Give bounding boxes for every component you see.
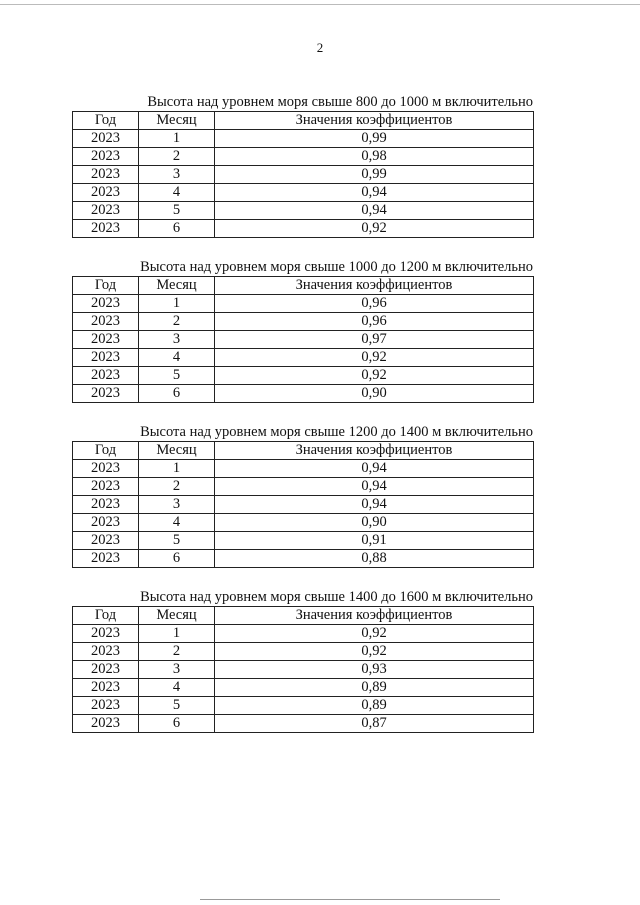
table-row (73, 715, 534, 733)
header-year: Год (73, 112, 139, 130)
cell-month: 4 (139, 349, 215, 367)
table-row (73, 385, 534, 403)
table-row (73, 496, 534, 514)
cell-month: 3 (139, 331, 215, 349)
table-row (73, 478, 534, 496)
header-year: Год (73, 277, 139, 295)
coefficient-table (72, 606, 534, 733)
cell-year: 2023 (73, 643, 139, 661)
altitude-section (72, 424, 533, 568)
cell-year: 2023 (73, 166, 139, 184)
cell-coefficient: 0,89 (215, 679, 534, 697)
page-number: 2 (316, 40, 324, 55)
cell-month: 4 (139, 679, 215, 697)
cell-month: 3 (139, 496, 215, 514)
table-body (73, 295, 534, 403)
altitude-section (72, 259, 533, 403)
table-body (73, 460, 534, 568)
cell-year: 2023 (73, 679, 139, 697)
cell-coefficient: 0,97 (215, 331, 534, 349)
table-row (73, 184, 534, 202)
table-row (73, 679, 534, 697)
cell-month: 6 (139, 715, 215, 733)
cell-year: 2023 (73, 661, 139, 679)
coefficient-table (72, 441, 534, 568)
cell-coefficient: 0,94 (215, 460, 534, 478)
cell-month: 5 (139, 202, 215, 220)
cell-month: 2 (139, 148, 215, 166)
cell-coefficient: 0,92 (215, 349, 534, 367)
cell-coefficient: 0,90 (215, 385, 534, 403)
table-row (73, 625, 534, 643)
cell-coefficient: 0,87 (215, 715, 534, 733)
table-row (73, 202, 534, 220)
cell-month: 6 (139, 385, 215, 403)
cell-month: 5 (139, 367, 215, 385)
table-row (73, 460, 534, 478)
table-row (73, 130, 534, 148)
cell-coefficient: 0,94 (215, 478, 534, 496)
cell-month: 2 (139, 478, 215, 496)
header-coefficient: Значения коэффициентов (215, 112, 534, 130)
cell-year: 2023 (73, 313, 139, 331)
cell-month: 1 (139, 295, 215, 313)
table-row (73, 643, 534, 661)
cell-coefficient: 0,94 (215, 202, 534, 220)
table-row (73, 697, 534, 715)
cell-year: 2023 (73, 697, 139, 715)
cell-month: 2 (139, 643, 215, 661)
table-body (73, 130, 534, 238)
table-row (73, 349, 534, 367)
header-coefficient: Значения коэффициентов (215, 277, 534, 295)
table-row (73, 148, 534, 166)
cell-year: 2023 (73, 550, 139, 568)
cell-month: 4 (139, 184, 215, 202)
cell-year: 2023 (73, 385, 139, 403)
scan-edge-bottom (200, 899, 500, 900)
table-header-row (73, 442, 534, 460)
cell-coefficient: 0,88 (215, 550, 534, 568)
table-row (73, 367, 534, 385)
cell-coefficient: 0,96 (215, 295, 534, 313)
cell-month: 5 (139, 532, 215, 550)
cell-coefficient: 0,94 (215, 496, 534, 514)
table-header-row (73, 277, 534, 295)
header-month: Месяц (139, 442, 215, 460)
cell-month: 6 (139, 550, 215, 568)
cell-coefficient: 0,98 (215, 148, 534, 166)
scan-edge-top (0, 4, 640, 5)
header-coefficient: Значения коэффициентов (215, 607, 534, 625)
cell-month: 1 (139, 130, 215, 148)
cell-year: 2023 (73, 496, 139, 514)
cell-coefficient: 0,94 (215, 184, 534, 202)
cell-year: 2023 (73, 349, 139, 367)
table-header-row (73, 112, 534, 130)
cell-year: 2023 (73, 295, 139, 313)
table-caption: Высота над уровнем моря свыше 1400 до 1600 м включительно (140, 589, 533, 605)
cell-coefficient: 0,92 (215, 220, 534, 238)
cell-coefficient: 0,92 (215, 367, 534, 385)
cell-month: 3 (139, 166, 215, 184)
table-row (73, 313, 534, 331)
cell-year: 2023 (73, 460, 139, 478)
table-row (73, 331, 534, 349)
coefficient-table (72, 111, 534, 238)
cell-year: 2023 (73, 331, 139, 349)
cell-coefficient: 0,93 (215, 661, 534, 679)
table-caption: Высота над уровнем моря свыше 1000 до 1200 м включительно (140, 259, 533, 275)
cell-year: 2023 (73, 367, 139, 385)
table-header-row (73, 607, 534, 625)
header-month: Месяц (139, 607, 215, 625)
cell-month: 2 (139, 313, 215, 331)
cell-year: 2023 (73, 220, 139, 238)
cell-year: 2023 (73, 148, 139, 166)
cell-month: 3 (139, 661, 215, 679)
cell-year: 2023 (73, 202, 139, 220)
cell-coefficient: 0,89 (215, 697, 534, 715)
table-row (73, 532, 534, 550)
table-row (73, 295, 534, 313)
cell-coefficient: 0,92 (215, 643, 534, 661)
table-caption: Высота над уровнем моря свыше 1200 до 1400 м включительно (140, 424, 533, 440)
table-row (73, 166, 534, 184)
cell-year: 2023 (73, 715, 139, 733)
cell-coefficient: 0,96 (215, 313, 534, 331)
cell-month: 4 (139, 514, 215, 532)
cell-coefficient: 0,99 (215, 166, 534, 184)
cell-year: 2023 (73, 514, 139, 532)
cell-year: 2023 (73, 478, 139, 496)
cell-coefficient: 0,92 (215, 625, 534, 643)
cell-month: 6 (139, 220, 215, 238)
table-row (73, 220, 534, 238)
cell-year: 2023 (73, 184, 139, 202)
header-coefficient: Значения коэффициентов (215, 442, 534, 460)
altitude-section (72, 94, 533, 238)
table-row (73, 550, 534, 568)
table-caption: Высота над уровнем моря свыше 800 до 1000 м включительно (147, 94, 533, 110)
header-year: Год (73, 607, 139, 625)
header-month: Месяц (139, 277, 215, 295)
table-row (73, 514, 534, 532)
cell-month: 1 (139, 625, 215, 643)
cell-year: 2023 (73, 130, 139, 148)
coefficient-table (72, 276, 534, 403)
cell-year: 2023 (73, 625, 139, 643)
cell-month: 5 (139, 697, 215, 715)
header-month: Месяц (139, 112, 215, 130)
cell-month: 1 (139, 460, 215, 478)
header-year: Год (73, 442, 139, 460)
cell-coefficient: 0,99 (215, 130, 534, 148)
cell-year: 2023 (73, 532, 139, 550)
table-row (73, 661, 534, 679)
altitude-section (72, 589, 533, 733)
table-body (73, 625, 534, 733)
cell-coefficient: 0,91 (215, 532, 534, 550)
cell-coefficient: 0,90 (215, 514, 534, 532)
